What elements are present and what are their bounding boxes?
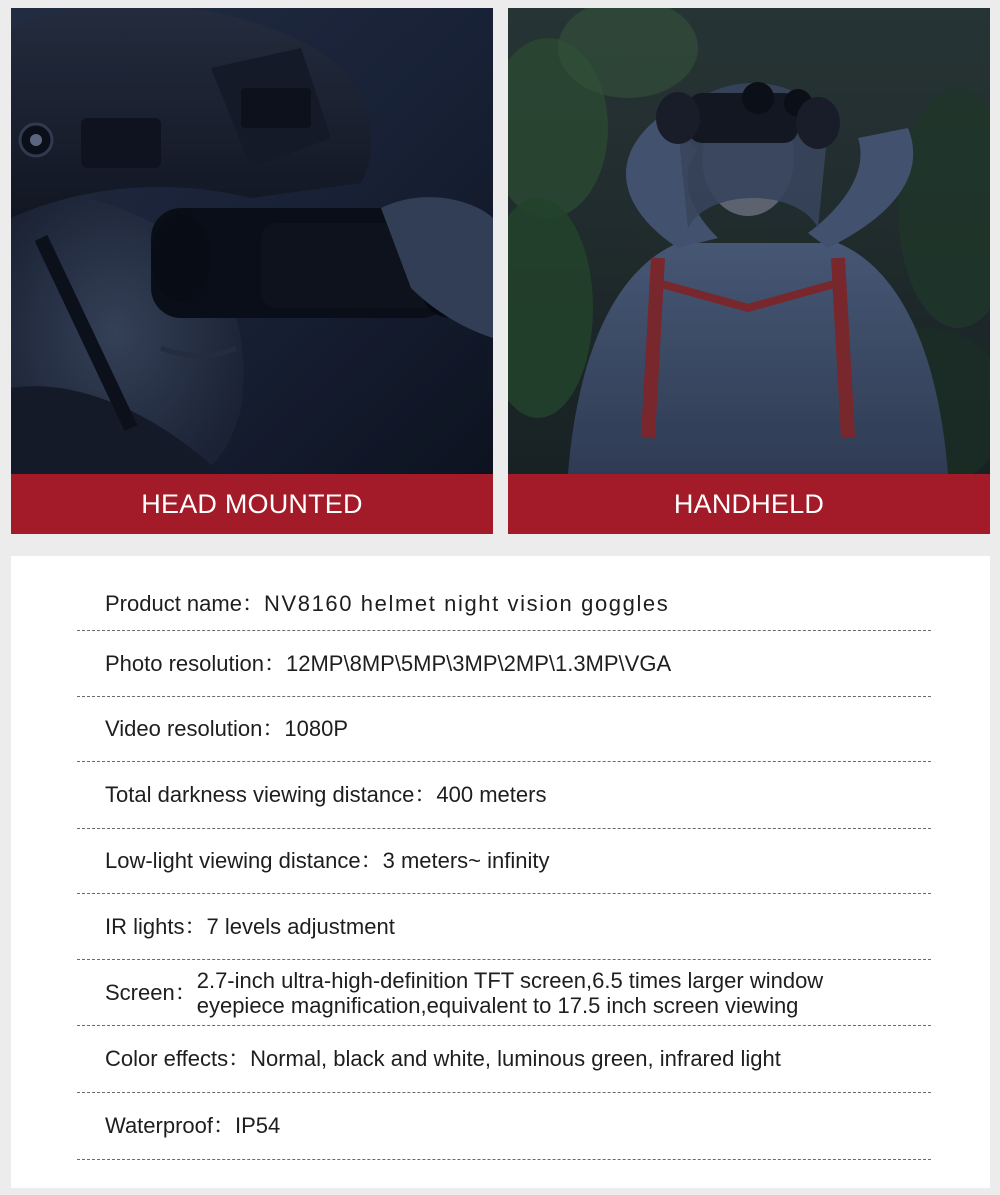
head-mounted-caption: HEAD MOUNTED bbox=[141, 488, 363, 519]
spec-value: Normal, black and white, luminous green, infrared light bbox=[250, 1046, 781, 1072]
spec-row-color-effects bbox=[77, 1026, 931, 1093]
spec-value: 12MP\8MP\5MP\3MP\2MP\1.3MP\VGA bbox=[286, 650, 672, 676]
specification-list bbox=[77, 556, 931, 1160]
spec-row-product-name bbox=[77, 556, 931, 631]
spec-label: Low-light viewing distance： bbox=[105, 848, 383, 874]
spec-label: IR lights： bbox=[105, 913, 207, 939]
spec-row-ir-lights bbox=[77, 894, 931, 960]
spec-row-video-resolution bbox=[77, 697, 931, 762]
spec-row-photo-resolution bbox=[77, 631, 931, 697]
spec-row-screen bbox=[77, 960, 931, 1026]
spec-value: 1080P bbox=[284, 716, 348, 742]
spec-label: Video resolution： bbox=[105, 716, 285, 742]
head-mounted-photo bbox=[11, 8, 493, 474]
head-mounted-caption-bar bbox=[11, 474, 493, 534]
spec-label: Photo resolution： bbox=[105, 650, 286, 676]
specification-card bbox=[11, 556, 990, 1188]
handheld-panel bbox=[508, 8, 990, 534]
spec-value: 2.7-inch ultra-high-definition TFT screen,6.5 times larger window eyepiece magnification,equivalent to 17.5 inch screen viewing bbox=[196, 967, 824, 1018]
handheld-photo bbox=[508, 8, 990, 474]
spec-label: Product name： bbox=[105, 591, 264, 617]
spec-label: Color effects： bbox=[105, 1046, 251, 1072]
spec-value: 400 meters bbox=[436, 782, 547, 808]
handheld-caption: HANDHELD bbox=[673, 488, 825, 519]
spec-label: Waterproof： bbox=[105, 1113, 236, 1139]
spec-label: Total darkness viewing distance： bbox=[105, 782, 437, 808]
spec-value: 3 meters~ infinity bbox=[382, 848, 550, 874]
spec-label: Screen： bbox=[105, 979, 197, 1005]
spec-value: IP54 bbox=[235, 1113, 281, 1139]
spec-row-low-light-distance bbox=[77, 829, 931, 894]
spec-row-darkness-distance bbox=[77, 762, 931, 829]
head-mounted-panel bbox=[11, 8, 493, 534]
spec-value: 7 levels adjustment bbox=[206, 913, 395, 939]
spec-row-waterproof bbox=[77, 1093, 931, 1160]
handheld-caption-bar bbox=[508, 474, 990, 534]
spec-value: NV8160 helmet night vision goggles bbox=[263, 591, 670, 617]
